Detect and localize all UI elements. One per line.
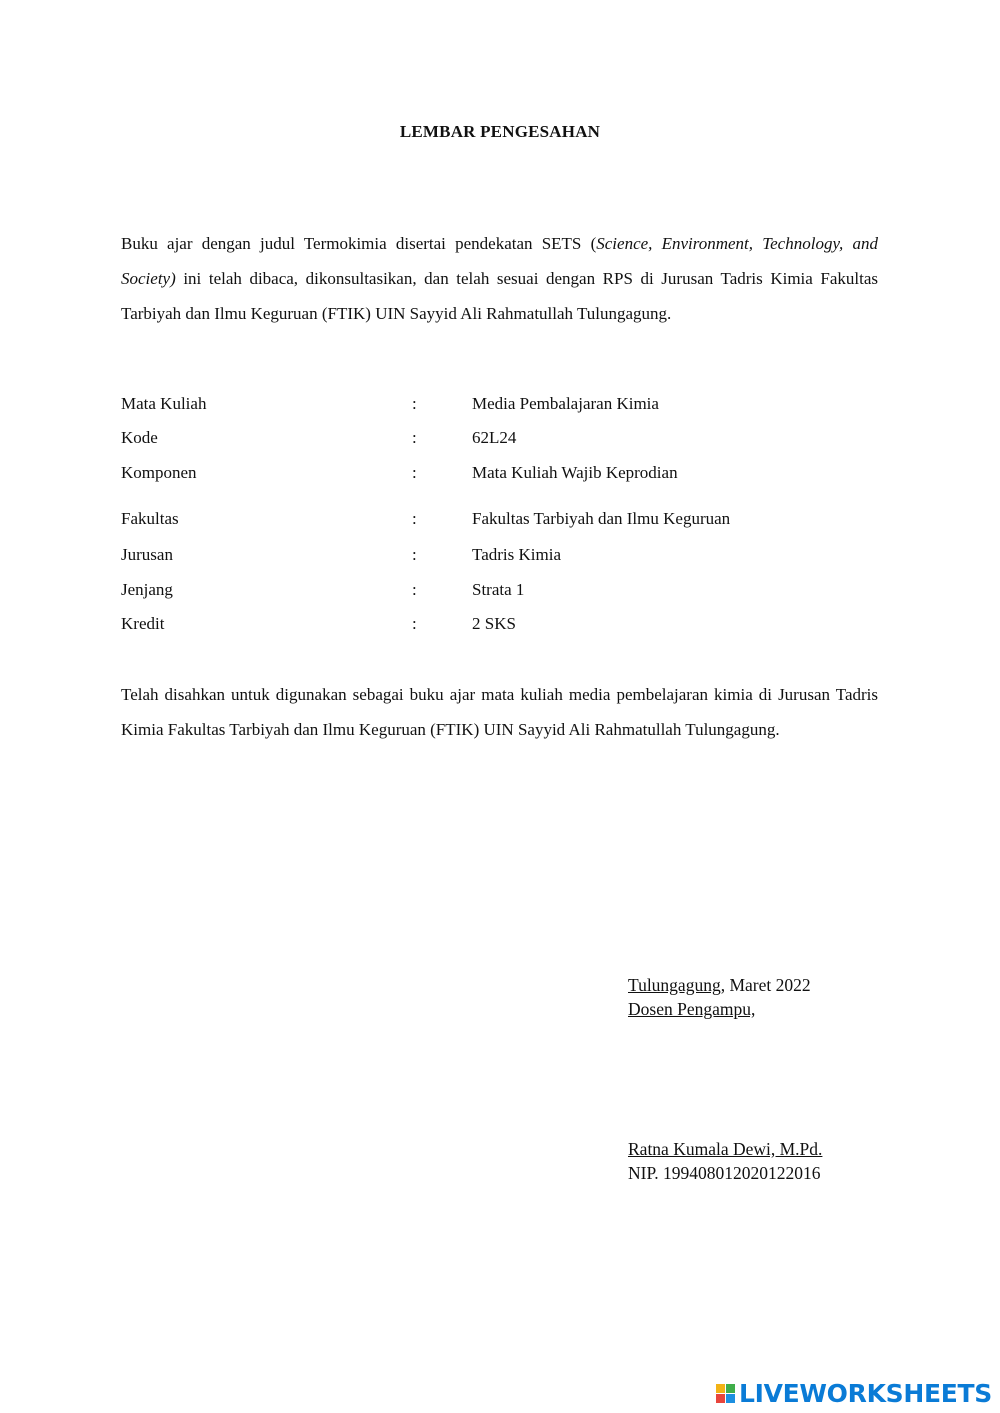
info-colon: :: [412, 614, 417, 633]
signature-city: Tulungagung: [628, 975, 721, 995]
info-value: Strata 1: [472, 580, 525, 599]
intro-italic: Science, Environment, Technology, and Society): [121, 234, 878, 288]
approval-paragraph: Telah disahkan untuk digunakan sebagai buku ajar mata kuliah media pembelajaran kimia di Jurusan Tadris Kimia Fakultas Tarbiyah dan Ilmu Keguruan (FTIK) UIN Sayyid Ali Rahmatullah Tulungagung.: [121, 685, 878, 739]
signature-name: Ratna Kumala Dewi, M.Pd.: [628, 1139, 823, 1159]
info-row-jenjang: [121, 579, 878, 601]
info-label: Fakultas: [121, 509, 179, 528]
intro-paragraph: [121, 226, 878, 331]
signature-role: Dosen Pengampu,: [628, 999, 756, 1019]
info-label: Komponen: [121, 463, 197, 482]
info-row-fakultas: [121, 508, 878, 530]
info-label: Jenjang: [121, 580, 173, 599]
info-label: Jurusan: [121, 545, 173, 564]
info-row-kode: [121, 427, 878, 449]
info-colon: :: [412, 545, 417, 564]
info-value: Tadris Kimia: [472, 545, 561, 564]
info-value: Mata Kuliah Wajib Keprodian: [472, 463, 678, 482]
info-colon: :: [412, 509, 417, 528]
info-row-mata-kuliah: [121, 393, 878, 415]
watermark-text: LIVEWORKSHEETS: [738, 1378, 992, 1408]
info-value: 2 SKS: [472, 614, 516, 633]
signature-nip: NIP. 199408012020122016: [628, 1163, 821, 1183]
info-row-komponen: [121, 462, 878, 484]
info-colon: :: [412, 463, 417, 482]
info-row-kredit: [121, 613, 878, 635]
info-row-jurusan: [121, 544, 878, 566]
info-colon: :: [412, 394, 417, 413]
info-value: Fakultas Tarbiyah dan Ilmu Keguruan: [472, 509, 731, 528]
info-colon: :: [412, 428, 417, 447]
liveworksheets-logo-icon: [716, 1384, 735, 1403]
info-value: 62L24: [472, 428, 517, 447]
info-label: Kode: [121, 428, 158, 447]
signature-place-date: [628, 973, 811, 997]
intro-text-2: ini telah dibaca, dikonsultasikan, dan telah sesuai dengan RPS di Jurusan Tadris Kimia Fakultas Tarbiyah dan Ilmu Keguruan (FTIK) UIN Sayyid Ali Rahmatullah Tulungagung.: [121, 269, 878, 323]
page-title: LEMBAR PENGESAHAN: [399, 122, 601, 141]
intro-text-1: Buku ajar dengan judul Termokimia disertai pendekatan SETS (: [121, 234, 597, 253]
info-label: Kredit: [121, 614, 165, 633]
info-value: Media Pembalajaran Kimia: [472, 394, 659, 413]
liveworksheets-watermark: [716, 1377, 992, 1409]
info-colon: :: [412, 580, 417, 599]
info-label: Mata Kuliah: [121, 394, 207, 413]
signature-date: , Maret 2022: [720, 975, 811, 995]
